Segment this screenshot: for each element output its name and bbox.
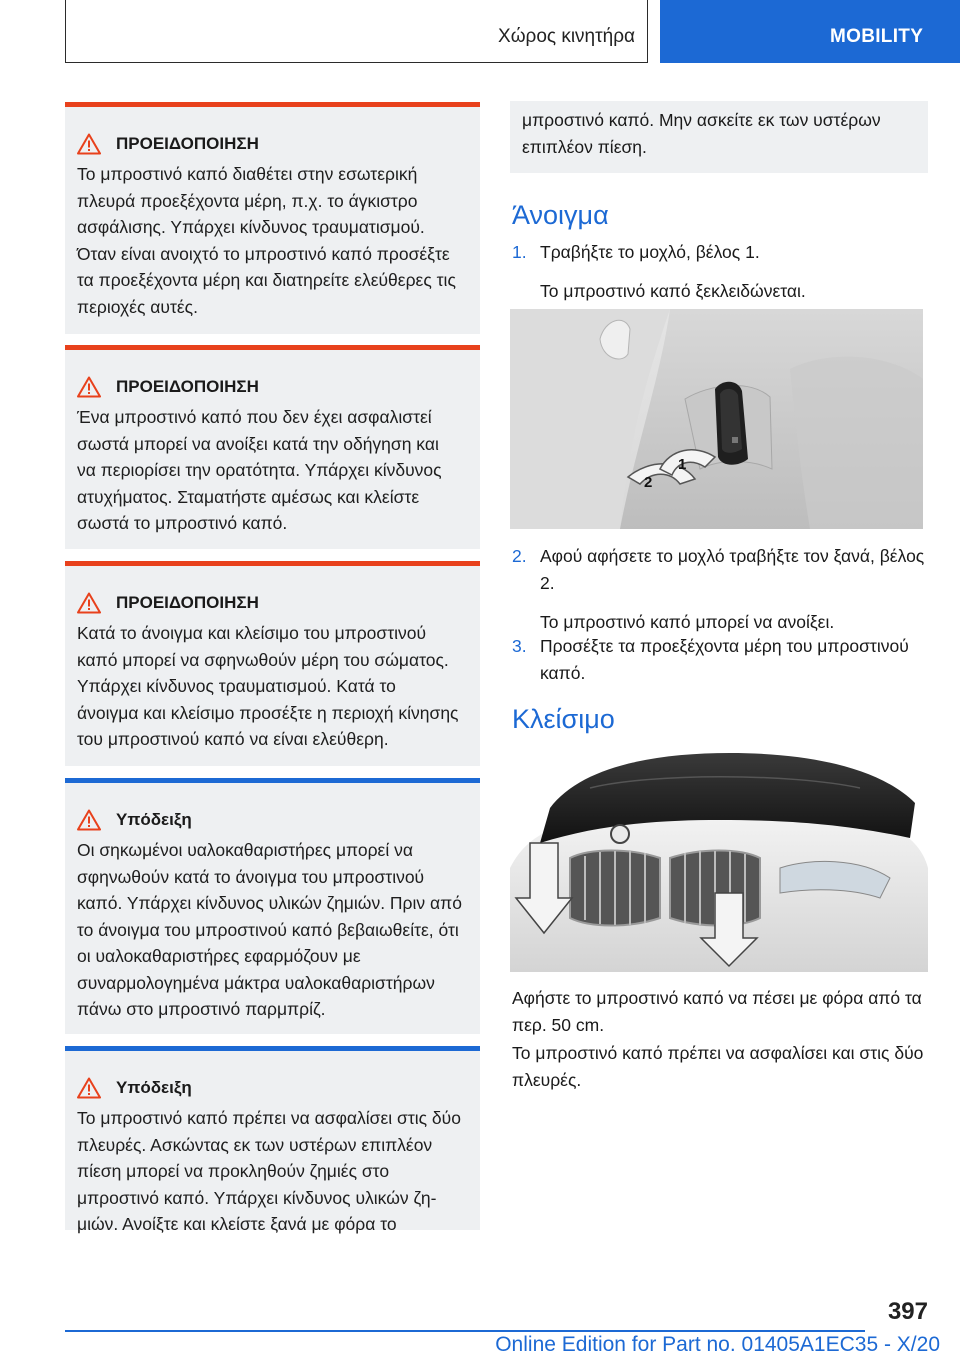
- note-box-1: [65, 778, 480, 1034]
- warning-text: Κατά το άνοιγμα και κλείσιμο του μπροστινού καπό μπορεί να σφηνωθούν μέρη του σώματος. Υπάρχει κίνδυνος τραυματισμού. Κατά το άνοιγμα και κλείσιμο προσέξτε η περιοχή κίνησης του μπροστινού καπό να είναι ελεύθερη.: [77, 623, 459, 749]
- note-box-2: [65, 1046, 480, 1234]
- note-continuation: μπροστινό καπό. Μην ασκείτε εκ των υστέρων επιπλέον πίεση.: [510, 101, 928, 173]
- warning-text: Το μπροστινό καπό διαθέτει στην εσωτερική πλευρά προεξέχοντα μέρη, π.χ. το άγκιστρο ασφάλισης. Υπάρχει κίνδυνος τραυματισμού. Όταν είναι ανοιχτό το μπροστινό καπό προσέξτε τα προεξέχοντα μέρη και διατηρείτε ελεύθερες τις περιοχές αυτές.: [77, 164, 456, 317]
- closing-paragraph-1: Αφήστε το μπροστινό καπό να πέσει με φόρα από τα περ. 50 cm.: [512, 988, 922, 1035]
- note-triangle-icon: [77, 809, 101, 831]
- warning-box-1: [65, 102, 480, 334]
- opening-step-2: [512, 543, 932, 636]
- warning-box-2: [65, 345, 480, 549]
- section-title-closing: Κλείσιμο: [512, 704, 615, 734]
- step-text: Τραβήξτε το μοχλό, βέλος 1.: [540, 242, 760, 262]
- warning-triangle-icon: [77, 376, 101, 398]
- warning-triangle-icon: [77, 133, 101, 155]
- step-number: 3.: [512, 636, 527, 656]
- footer-divider: [65, 1330, 865, 1332]
- header-tab-mobility[interactable]: MOBILITY: [660, 0, 960, 63]
- step-number: 2.: [512, 546, 527, 566]
- step-text: Αφού αφήσετε το μοχλό τραβήξτε τον ξανά, βέλος 2.: [540, 546, 925, 593]
- warning-text: Ένα μπροστινό καπό που δεν έχει ασφαλιστεί σωστά μπορεί να ανοίξει κατά την οδήγηση και να περιορίσει την ορατότητα. Υπάρχει κίνδυνος ατυχήματος. Σταματήστε αμέσως και κλείστε σωστά το μπροστινό καπό.: [77, 407, 442, 533]
- step-text: Προσέξτε τα προεξέχοντα μέρη του μπροστινού καπό.: [540, 636, 909, 683]
- note-title: Υπόδειξη: [116, 810, 192, 829]
- closing-paragraph-2: Το μπροστινό καπό πρέπει να ασφαλίσει και στις δύο πλευρές.: [512, 1043, 924, 1090]
- note-title: Υπόδειξη: [116, 1078, 192, 1097]
- warning-triangle-icon: [77, 592, 101, 614]
- note-text: Οι σηκωμένοι υαλοκαθαριστήρες μπορεί να σφηνωθούν κατά το άνοιγμα του μπροστινού καπό. Υπάρχει κίνδυνος υλικών ζημιών. Πριν από το άνοιγμα του μπροστινού καπό βεβαιωθείτε, ότι οι υαλοκαθαριστήρες εφαρμόζουν με συναρμολογημένα μάκτρα υαλοκαθαριστήρων πάνω στο μπροστινό παρμπρίζ.: [77, 840, 462, 1019]
- footer-edition: Online Edition for Part no. 01405A1EC35 - X/20: [495, 1333, 940, 1356]
- warning-title: ΠΡΟΕΙΔΟΠΟΙΗΣΗ: [116, 593, 259, 612]
- hood-closing-figure: [510, 748, 928, 972]
- opening-step-1: [512, 239, 932, 305]
- header-section-title: Χώρος κινητήρα: [498, 26, 635, 47]
- warning-title: ΠΡΟΕΙΔΟΠΟΙΗΣΗ: [116, 377, 259, 396]
- page-number: 397: [887, 1298, 928, 1325]
- step-result: Το μπροστινό καπό ξεκλειδώνεται.: [540, 281, 806, 301]
- note-text: Το μπροστινό καπό πρέπει να ασφαλίσει στις δύο πλευρές. Ασκώντας εκ των υστέρων επιπλέον πίεση μπορεί να προκληθούν ζημιές στο μπροστινό καπό. Υπάρχει κίνδυνος υλικών ζημιών. Ανοίξτε και κλείστε ξανά με φόρα το: [77, 1108, 461, 1234]
- step-result: Το μπροστινό καπό μπορεί να ανοίξει.: [540, 612, 835, 632]
- opening-step-3: [512, 633, 932, 687]
- warning-title: ΠΡΟΕΙΔΟΠΟΙΗΣΗ: [116, 134, 259, 153]
- step-number: 1.: [512, 242, 527, 262]
- arrow-label-2: 2: [644, 474, 653, 491]
- arrow-label-1: 1: [678, 456, 687, 473]
- note-triangle-icon: [77, 1077, 101, 1099]
- section-title-opening: Άνοιγμα: [512, 200, 609, 230]
- hood-release-lever-figure: [510, 309, 923, 529]
- warning-box-3: [65, 561, 480, 766]
